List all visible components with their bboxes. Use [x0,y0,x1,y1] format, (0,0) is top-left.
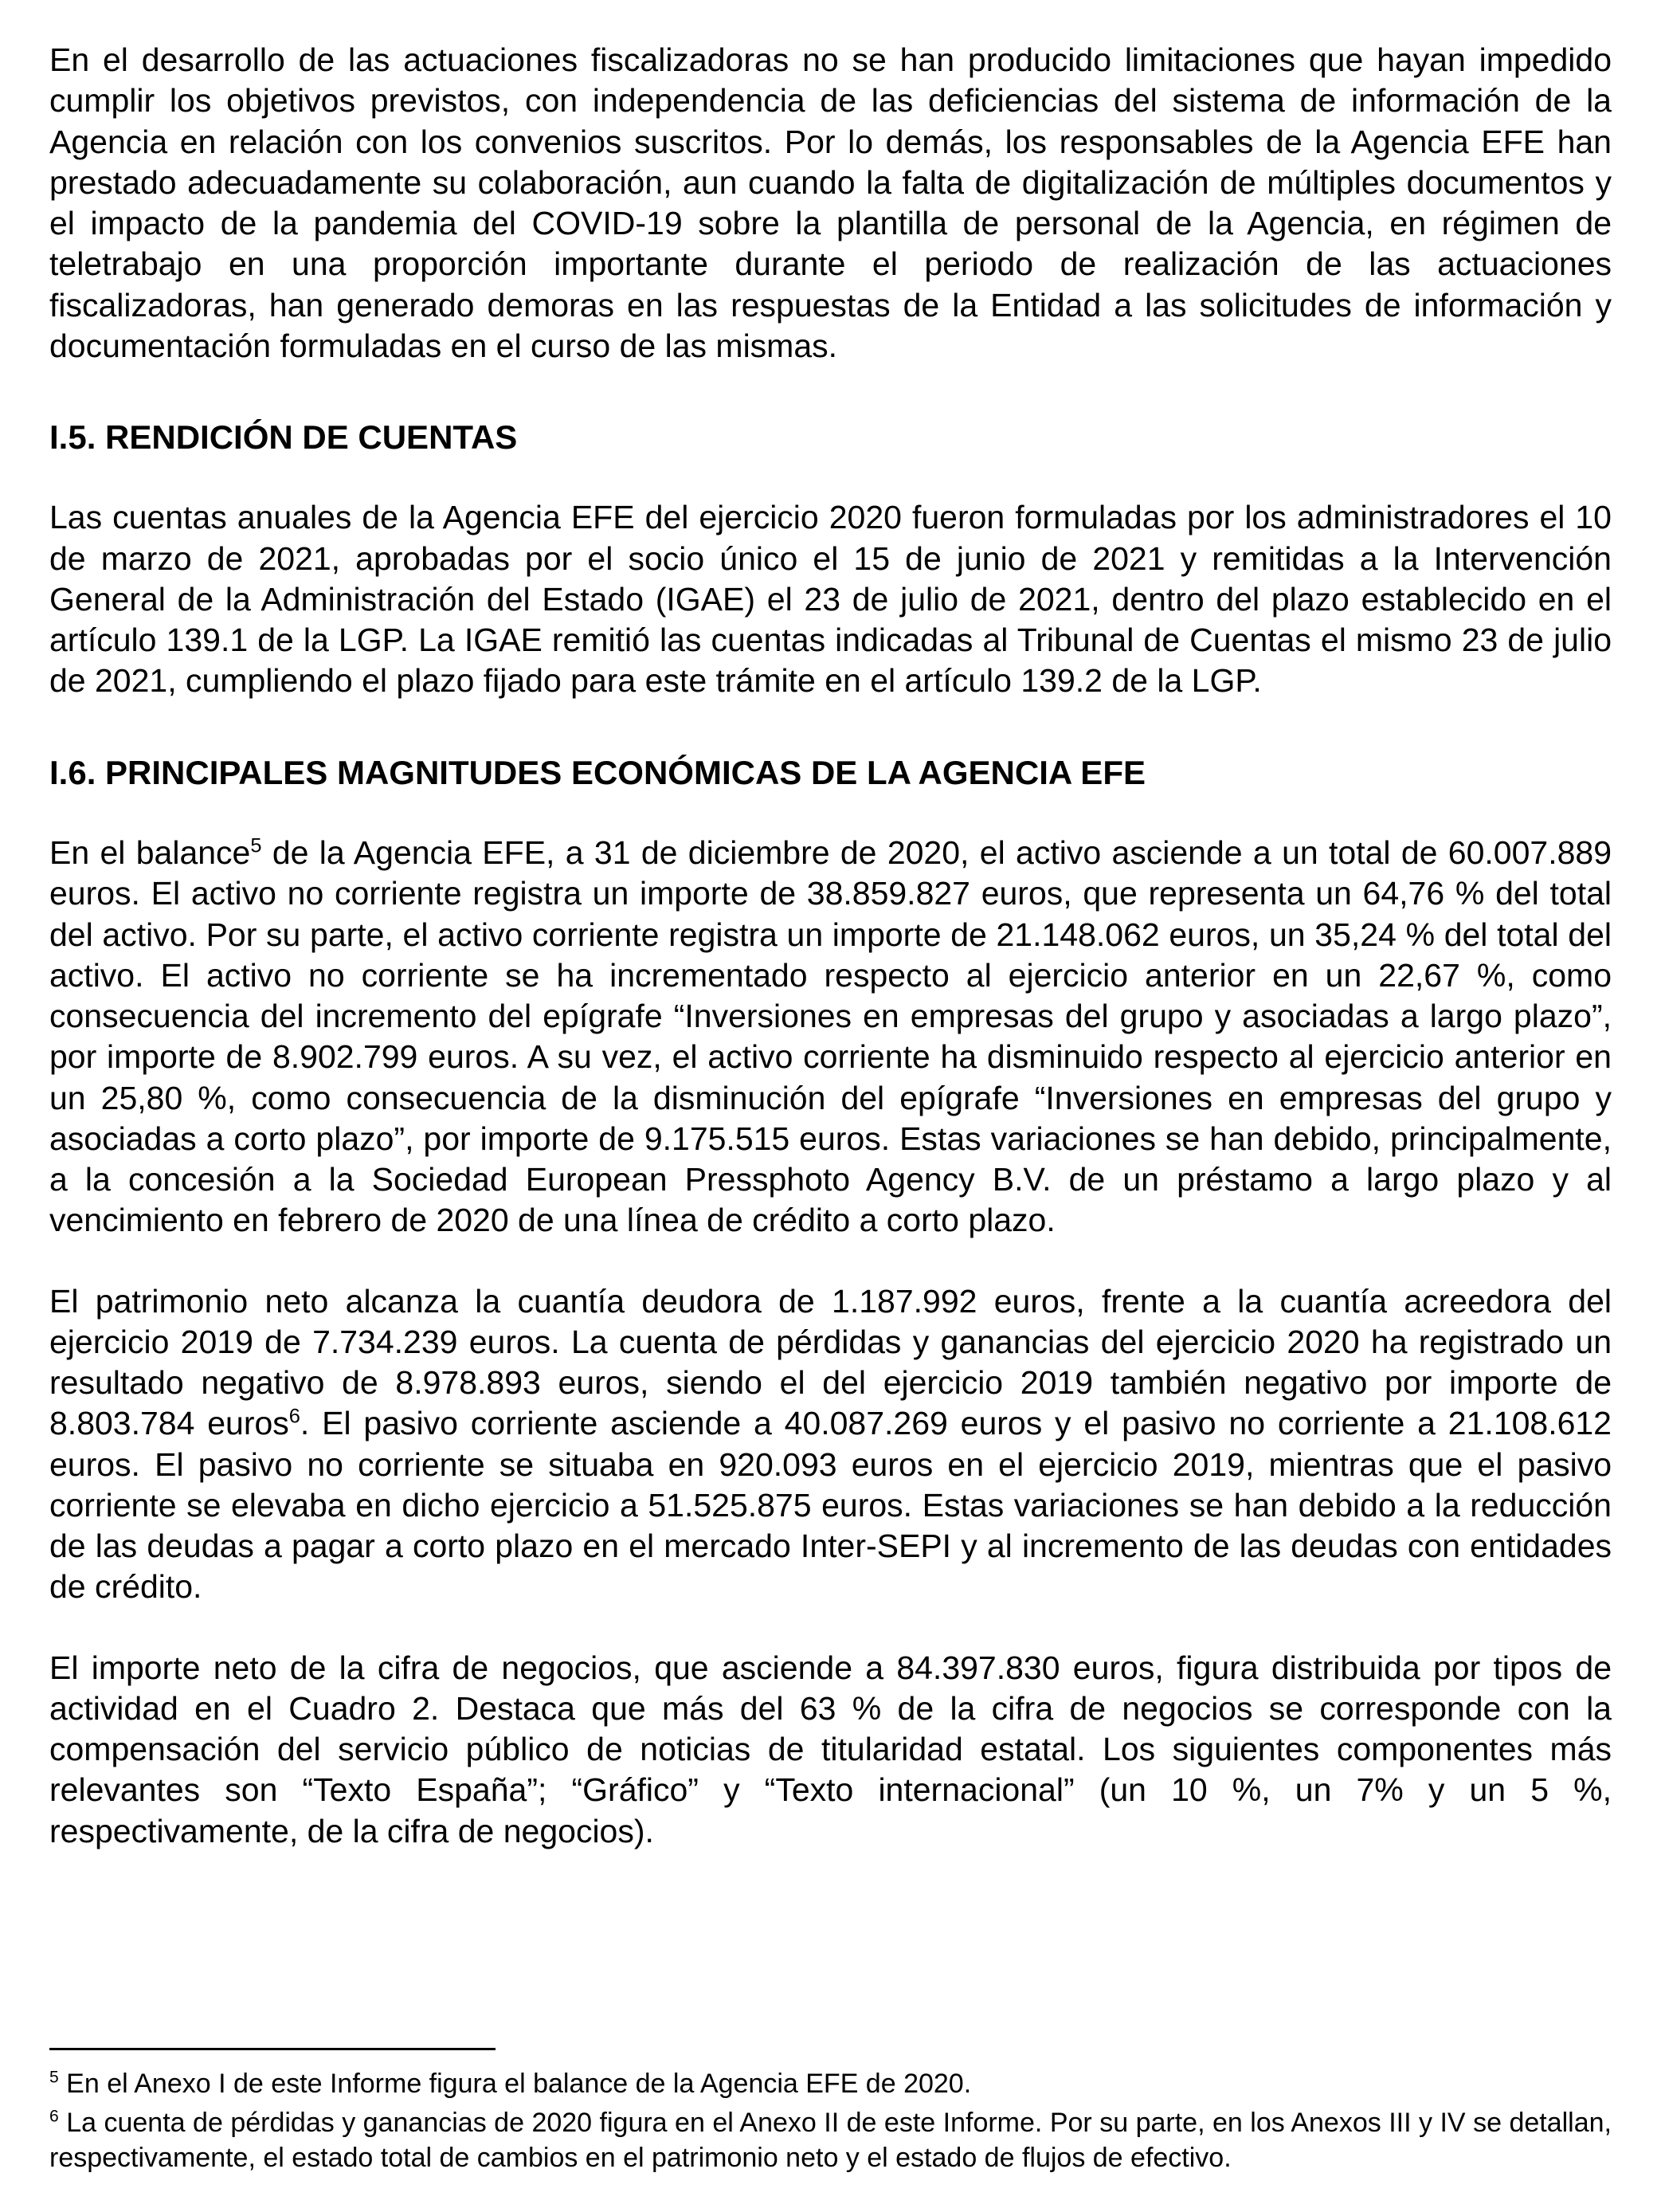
paragraph-patrimonio-neto [49,1281,1612,1608]
footnote-5-marker: 5 [49,2069,59,2088]
footnote-6-marker: 6 [49,2107,59,2126]
footnote-5-text: En el Anexo I de este Informe figura el balance de la Agencia EFE de 2020. [58,2069,972,2100]
paragraph-patrimonio-text-after-ref: . El pasivo corriente asciende a 40.087.269 euros y el pasivo no corriente a 21.108.612 euros. El pasivo no corriente se situaba en 920.093 euros en el ejercicio 2019, mientras que el pasivo corriente se elevaba en dicho ejercicio a 51.525.875 euros. Estas variaciones se han debido a la reducción de las deudas a pagar a corto plazo en el mercado Inter-SEPI y al incremento de las deudas con entidades de crédito. [49,1405,1612,1606]
section-heading-principales-magnitudes: I.6. PRINCIPALES MAGNITUDES ECONÓMICAS DE LA AGENCIA EFE [49,753,1146,791]
footnote-ref-6: 6 [288,1405,300,1428]
footnotes-block [49,2048,1612,2179]
footnote-ref-5: 5 [250,834,262,857]
section-heading-rendicion-de-cuentas: I.5. RENDICIÓN DE CUENTAS [49,418,518,456]
paragraph-cuentas-anuales: Las cuentas anuales de la Agencia EFE del ejercicio 2020 fueron formuladas por los administradores el 10 de marzo de 2021, aprobadas por el socio único el 15 de junio de 2021 y remitidas a la Intervención General de la Administración del Estado (IGAE) el 23 de julio de 2021, dentro del plazo establecido en el artículo 139.1 de la LGP. La IGAE remitió las cuentas indicadas al Tribunal de Cuentas el mismo 23 de julio de 2021, cumpliendo el plazo fijado para este trámite en el artículo 139.2 de la LGP. [49,499,1612,700]
paragraph-balance-text-after-ref: de la Agencia EFE, a 31 de diciembre de 2020, el activo asciende a un total de 60.007.889 euros. El activo no corriente registra un importe de 38.859.827 euros, que representa un 64,76 % del total del activo. Por su parte, el activo corriente registra un importe de 21.148.062 euros, un 35,24 % del total del activo. El activo no corriente se ha incrementado respecto al ejercicio anterior en un 22,67 %, como consecuencia del incremento del epígrafe “Inversiones en empresas del grupo y asociadas a largo plazo”, por importe de 8.902.799 euros. A su vez, el activo corriente ha disminuido respecto al ejercicio anterior en un 25,80 %, como consecuencia de la disminución del epígrafe “Inversiones en empresas del grupo y asociadas a corto plazo”, por importe de 9.175.515 euros. Estas variaciones se han debido, principalmente, a la concesión a la Sociedad European Pressphoto Agency B.V. de un préstamo a largo plazo y al vencimiento en febrero de 2020 de una línea de crédito a corto plazo. [49,834,1612,1239]
footnote-5 [49,2066,1612,2101]
paragraph-balance-text-before-ref: En el balance [49,834,251,872]
footnote-separator [49,2048,496,2050]
paragraph-cifra-de-negocios: El importe neto de la cifra de negocios, que asciende a 84.397.830 euros, figura distribuida por tipos de actividad en el Cuadro 2. Destaca que más del 63 % de la cifra de negocios se corresponde con la compensación del servicio público de noticias de titularidad estatal. Los siguientes componentes más relevantes son “Texto España”; “Gráfico” y “Texto internacional” (un 10 %, un 7% y un 5 %, respectivamente, de la cifra de negocios). [49,1649,1612,1849]
footnote-6-text: La cuenta de pérdidas y ganancias de 2020 figura en el Anexo II de este Informe. Por su parte, en los Anexos III y IV se detallan, respectivamente, el estado total de cambios en el patrimonio neto y el estado de flujos de efectivo. [49,2107,1612,2173]
paragraph-balance [49,833,1612,1241]
footnote-6 [49,2105,1612,2175]
paragraph-patrimonio-text-before-ref: El patrimonio neto alcanza la cuantía deudora de 1.187.992 euros, frente a la cuantía acreedora del ejercicio 2019 de 7.734.239 euros. La cuenta de pérdidas y ganancias del ejercicio 2020 ha registrado un resultado negativo de 8.978.893 euros, siendo el del ejercicio 2019 también negativo por importe de 8.803.784 euros [49,1282,1612,1442]
paragraph-limitations: En el desarrollo de las actuaciones fiscalizadoras no se han producido limitaciones que hayan impedido cumplir los objetivos previstos, con independencia de las deficiencias del sistema de información de la Agencia en relación con los convenios suscritos. Por lo demás, los responsables de la Agencia EFE han prestado adecuadamente su colaboración, aun cuando la falta de digitalización de múltiples documentos y el impacto de la pandemia del COVID-19 sobre la plantilla de personal de la Agencia, en régimen de teletrabajo en una proporción importante durante el periodo de realización de las actuaciones fiscalizadoras, han generado demoras en las respuestas de la Entidad a las solicitudes de información y documentación formuladas en el curso de las mismas. [49,41,1612,364]
